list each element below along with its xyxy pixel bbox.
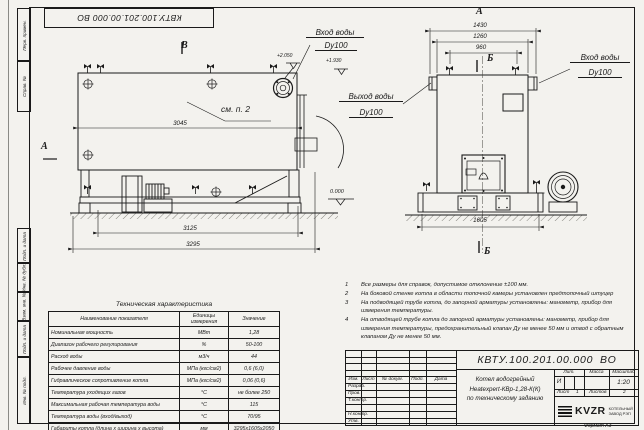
sheets-label: Листов: [589, 390, 607, 395]
table-row: Температура уходящих газов °С не более 250: [49, 386, 279, 398]
water-inlet-flange: [274, 79, 293, 98]
sheets-value: 2: [623, 390, 626, 395]
tech-characteristics: [48, 301, 280, 430]
elev-inlet-label: +2.050: [277, 53, 293, 59]
margin-box-vzam-inv: Взам. инв. №: [17, 291, 31, 322]
row-nkontr: Н.контр.: [348, 412, 369, 417]
format-note: Формат А3: [584, 423, 612, 429]
scale-header: Масштаб: [612, 370, 635, 375]
valve-icon: [446, 66, 453, 75]
tech-table-title: Техническая характеристика: [115, 301, 213, 308]
lit-value: И: [556, 379, 562, 385]
table-row: Температура воды (вход/выход) °С 70/95: [49, 410, 279, 422]
row-razrab: Разраб.: [348, 384, 366, 389]
table-row: Расход воды м3/ч 44: [49, 350, 279, 362]
table-row: Рабочее давление воды МПа (кгс/см2) 0,6 (6,0): [49, 362, 279, 374]
valve-icon: [84, 185, 91, 194]
table-row: Максимальная рабочая температура воды °С 115: [49, 398, 279, 410]
inlet-label-front: Вход воды: [570, 53, 630, 63]
scale-value: 1:20: [617, 379, 630, 386]
valve-icon: [270, 64, 277, 73]
see-note-label: см. п. 2: [221, 104, 250, 114]
fan-pipe: [537, 189, 545, 193]
dim-1605: 1605: [473, 217, 487, 224]
col-data: Дата: [434, 377, 448, 382]
outlet-label-front: Выход воды: [339, 92, 403, 102]
margin-box-podp-data-2: Подп. и дата: [17, 320, 31, 358]
inlet-flange-right: [528, 77, 537, 90]
inlet-dn-front: Dy100: [578, 68, 622, 78]
table-row: Габариты котла (длина х ширина х высота) мм 3295х1605х2050: [49, 422, 279, 430]
col-izm: Изм.: [348, 377, 359, 382]
dimension-lines: [73, 128, 315, 253]
doc-title: [458, 375, 552, 404]
note-item: 1 Все размеры для справок, допустимое отклонение ±100 мм.: [345, 282, 529, 288]
valve-icon: [533, 180, 540, 189]
dim-3125: 3125: [183, 225, 197, 232]
base-frame: [418, 193, 543, 212]
valve-icon: [207, 64, 214, 73]
dim-1260: 1260: [473, 33, 487, 40]
inlet-dn-side: Dy100: [315, 41, 357, 51]
view-a-label-front: А: [476, 6, 483, 17]
lit-header: Лит.: [563, 370, 575, 375]
doc-title-line2: Heatexpert-КВр-1,28-К(К): [469, 385, 541, 393]
inlet-label-side: Вход воды: [306, 28, 364, 38]
kvzr-logo-text: KVZR: [575, 405, 606, 417]
row-prov: Пров.: [348, 391, 361, 396]
note-item: 3 На подводящей трубе котла, до запорной арматуры установлены: манометр, прибор для измерения температуры.: [345, 300, 613, 315]
margin-box-podp-data-1: Подп. и дата: [17, 228, 31, 264]
title-block: [345, 350, 639, 426]
level-marks: [285, 63, 354, 205]
lug-icon: [207, 79, 218, 90]
outlet-dn-front: Dy100: [349, 108, 393, 118]
mass-header: Масса: [589, 370, 604, 375]
valve-icon: [512, 66, 519, 75]
doc-number: КВТУ.100.201.00.000 ВО: [477, 354, 617, 366]
table-row: Гидравлическое сопротивление котла МПа (кгс/см2) 0,06 (0,6): [49, 374, 279, 386]
lug-icon: [211, 187, 222, 198]
valve-icon: [84, 64, 91, 73]
kvzr-logo-icon: [558, 406, 572, 417]
sheet-value: 1: [576, 390, 579, 395]
side-view-drawing: [40, 40, 360, 255]
lug-icon: [83, 79, 94, 90]
note-item: 2 На боковой стенке котла в области топочной камеры установлен предтопочный штуцер: [345, 291, 614, 298]
note-item: 4 На отводящей трубе котла до запорной арматуры установлены: манометр, прибор для измерения температуры, предохранительный клапан Ду не менее 50 мм и отвод с обратным клапаном Ду не менее 50 мм.: [345, 317, 624, 340]
dim-960: 960: [475, 44, 487, 51]
top-stamp-number: КВТУ.100.201.00.000 ВО: [76, 13, 182, 23]
col-ndokum: № докум.: [381, 377, 404, 382]
inlet-leader: [539, 69, 570, 83]
top-stamp-box: [44, 8, 214, 28]
elev-zero-label: 0.000: [330, 189, 344, 195]
side-outlet-bracket: [295, 95, 344, 168]
furnace-door: [462, 155, 505, 193]
fan-front: [548, 172, 578, 212]
margin-box-inv-dubl: Инв. № дубл.: [17, 262, 31, 293]
table-row: Номинальная мощность МВт 1,28: [49, 326, 279, 338]
sheet-edge-line: [8, 0, 9, 430]
valve-icon: [192, 185, 199, 194]
doc-title-line1: Котел водогрейный: [475, 376, 535, 383]
inlet-leader: [293, 45, 310, 79]
dim-1430: 1430: [473, 22, 487, 29]
dim-3295: 3295: [186, 241, 200, 248]
elev-outlet-label: +1.930: [326, 58, 342, 64]
margin-box-perv-primen: Перв. примен.: [17, 8, 31, 62]
lug-icon: [83, 150, 94, 161]
doc-title-line3: по техническому заданию: [466, 395, 544, 403]
valve-icon: [423, 182, 430, 191]
col-podp: Подп.: [411, 377, 424, 382]
company-name: КОТЕЛЬНЫЙ ЗАВОД РЭП: [608, 405, 633, 416]
dimension-lines: [422, 28, 539, 231]
dim-3045: 3045: [173, 120, 187, 127]
col-list: Лист: [362, 377, 375, 382]
burner-fan-motor: [122, 176, 172, 212]
row-tkontr: Т.контр.: [348, 398, 368, 403]
row-utv: Утв.: [348, 419, 359, 424]
skid-frame: [79, 170, 301, 213]
inspection-panel: [503, 94, 523, 111]
tech-table: [48, 311, 280, 430]
margin-box-sprav-no: Справ. №: [17, 60, 31, 112]
notes-list: [345, 281, 637, 342]
section-b-label-top: Б: [487, 53, 494, 64]
section-b-label-bottom: Б: [484, 246, 491, 257]
view-a-mark-label: А: [41, 141, 48, 152]
company-logo: [558, 400, 636, 422]
margin-box-inv-podl: Инв. № подл.: [17, 356, 31, 424]
valve-icon: [97, 64, 104, 73]
view-b-label: В: [181, 40, 188, 51]
tech-table-header: Наименование показателя Единицы измерения Значение: [49, 312, 279, 326]
table-row: Диапазон рабочего регулирования % 50-100: [49, 338, 279, 350]
outlet-leader: [403, 83, 431, 104]
sheet-label: Лист: [557, 390, 570, 395]
